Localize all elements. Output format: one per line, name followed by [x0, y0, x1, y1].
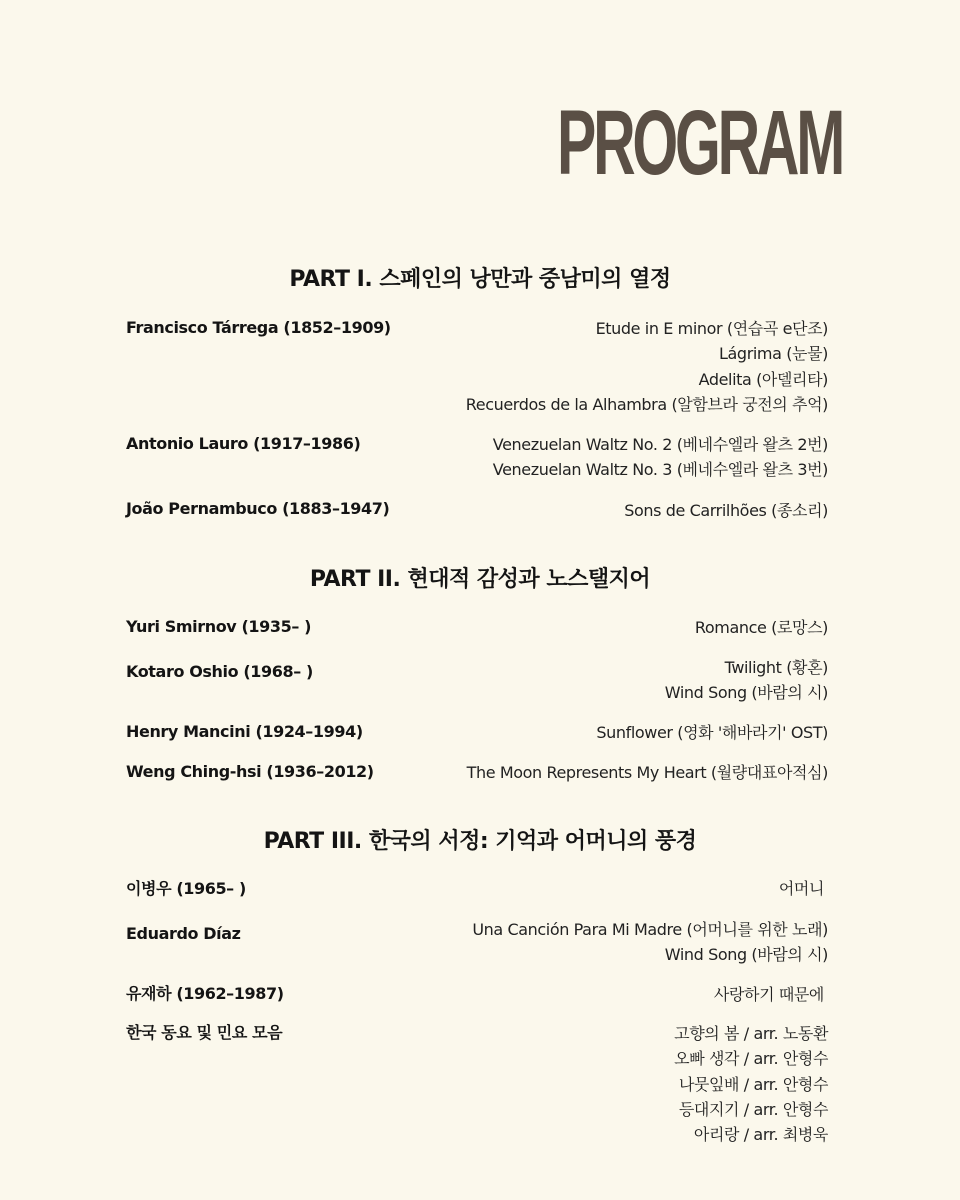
- pieces-korean-collection: [674, 1021, 828, 1147]
- composer-lauro: Antonio Lauro (1917–1986): [126, 434, 361, 453]
- piece-item: Venezuelan Waltz No. 3 (베네수엘라 왈츠 3번): [492, 460, 828, 480]
- composer-lee-byungwoo: 이병우 (1965– ): [126, 879, 246, 898]
- composer-weng: Weng Ching-hsi (1936–2012): [126, 762, 374, 781]
- piece-item: Sons de Carrilhões (종소리): [624, 501, 828, 520]
- part-2-heading: PART II. 현대적 감성과 노스탤지어: [309, 567, 651, 592]
- piece-item: Recuerdos de la Alhambra (알함브라 궁전의 추억): [465, 394, 828, 414]
- piece-item: 어머니: [778, 879, 824, 898]
- pieces-lee-byungwoo: [779, 876, 824, 901]
- page-title: PROGRAM: [557, 92, 843, 194]
- piece-item: Romance (로망스): [694, 618, 828, 637]
- pieces-weng: [467, 760, 828, 785]
- piece-item: Lágrima (눈물): [719, 344, 828, 364]
- pieces-yoo-jaeha: [714, 982, 824, 1007]
- piece-item: 등대지기 / arr. 안형수: [678, 1099, 828, 1119]
- piece-item: The Moon Represents My Heart (월량대표아적심): [466, 763, 828, 782]
- pieces-tarrega: [466, 316, 828, 417]
- part-1-heading: PART I. 스페인의 낭만과 중남미의 열정: [289, 267, 671, 292]
- piece-item: Twilight (황혼): [724, 658, 828, 677]
- piece-item: Wind Song (바람의 시): [664, 683, 828, 703]
- piece-item: 오빠 생각 / arr. 안형수: [674, 1049, 828, 1069]
- pieces-smirnov: [695, 615, 828, 640]
- piece-item: 나뭇잎배 / arr. 안형수: [678, 1074, 828, 1094]
- piece-item: Wind Song (바람의 시): [664, 945, 828, 965]
- piece-item: Sunflower (영화 '해바라기' OST): [596, 723, 828, 742]
- piece-item: Adelita (아델리타): [698, 369, 828, 389]
- pieces-oshio: [665, 655, 828, 706]
- composer-oshio: Kotaro Oshio (1968– ): [126, 662, 313, 681]
- composer-smirnov: Yuri Smirnov (1935– ): [126, 617, 312, 636]
- composer-diaz: Eduardo Díaz: [126, 924, 241, 943]
- part-3-heading: PART III. 한국의 서정: 기억과 어머니의 풍경: [263, 829, 697, 854]
- composer-pernambuco: João Pernambuco (1883–1947): [126, 499, 390, 518]
- piece-item: Etude in E minor (연습곡 e단조): [595, 319, 828, 338]
- piece-item: 고향의 봄 / arr. 노동환: [674, 1024, 828, 1043]
- composer-yoo-jaeha: 유재하 (1962–1987): [126, 984, 284, 1003]
- piece-item: 아리랑 / arr. 최병욱: [693, 1125, 828, 1145]
- pieces-diaz: [472, 917, 828, 968]
- composer-tarrega: Francisco Tárrega (1852–1909): [126, 318, 391, 337]
- piece-item: Una Canción Para Mi Madre (어머니를 위한 노래): [472, 920, 828, 939]
- piece-item: 사랑하기 때문에: [713, 985, 824, 1004]
- composer-korean-collection: 한국 동요 및 민요 모음: [126, 1023, 283, 1042]
- piece-item: Venezuelan Waltz No. 2 (베네수엘라 왈츠 2번): [492, 435, 828, 454]
- pieces-pernambuco: [624, 498, 828, 523]
- pieces-lauro: [493, 432, 828, 483]
- pieces-mancini: [596, 720, 828, 745]
- composer-mancini: Henry Mancini (1924–1994): [126, 722, 363, 741]
